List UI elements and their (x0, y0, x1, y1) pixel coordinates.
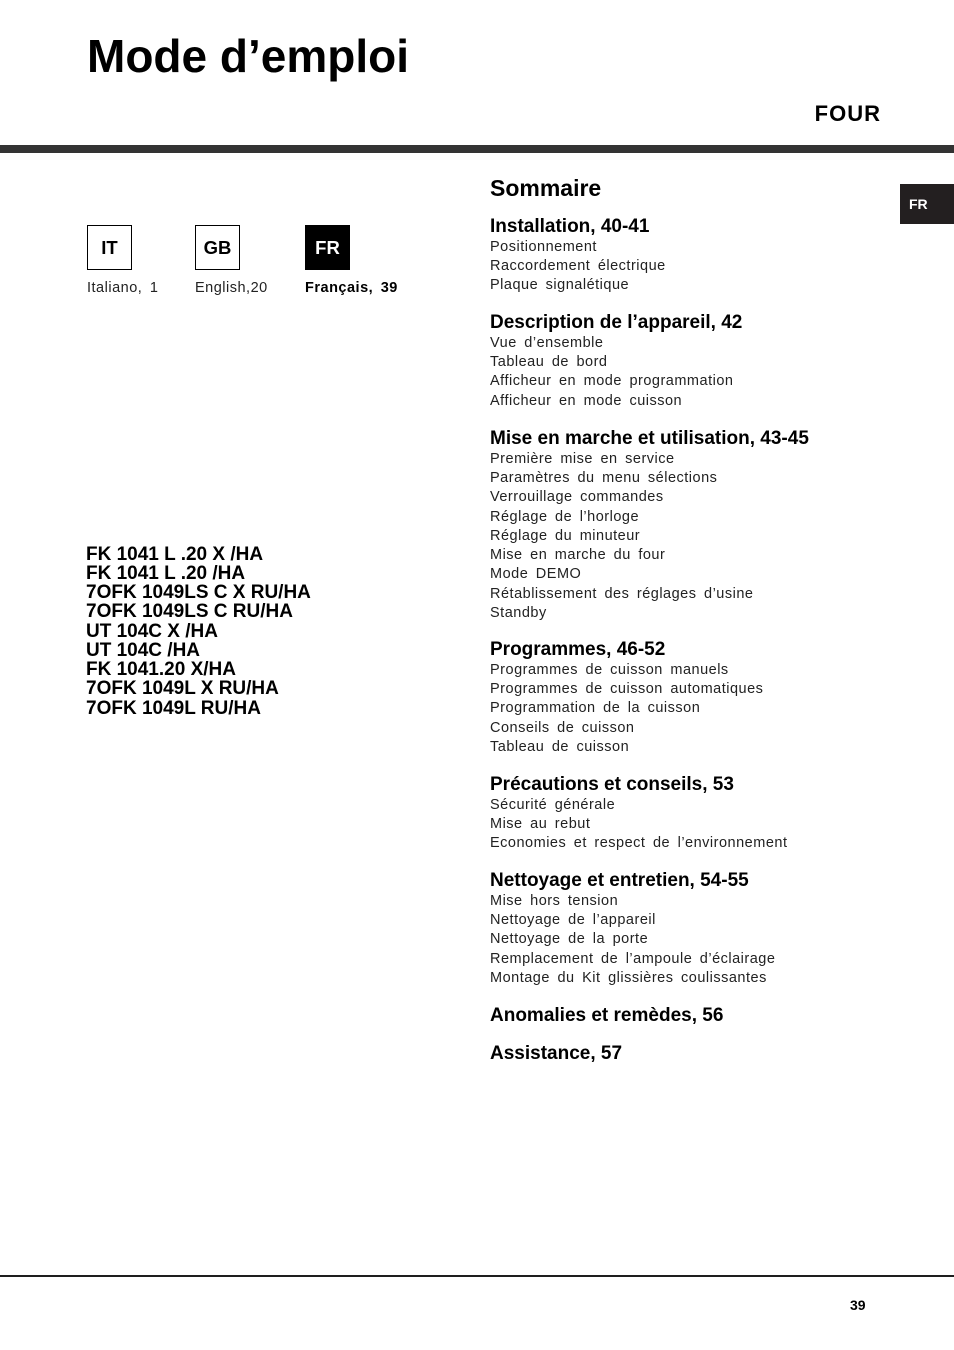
contents-section-installation (490, 217, 666, 296)
section-heading: Nettoyage et entretien, 54-55 (490, 869, 749, 891)
section-heading: Description de l’appareil, 42 (490, 311, 743, 333)
section-item: Afficheur en mode cuisson (490, 392, 683, 409)
section-heading: Assistance, 57 (490, 1042, 623, 1064)
contents-section-precautions (490, 775, 787, 854)
section-items (490, 333, 742, 411)
lang-box-it (87, 225, 132, 270)
model-item: UT 104C X /HA (86, 620, 218, 642)
model-item: 7OFK 1049L RU/HA (86, 697, 261, 719)
lang-label-it: Italiano, 1 (87, 280, 159, 296)
section-items (490, 237, 666, 295)
section-item: Mise en marche du four (490, 547, 666, 563)
section-item: Première mise en service (490, 450, 675, 467)
model-item: UT 104C /HA (86, 639, 201, 661)
section-item: Nettoyage de la porte (490, 931, 649, 948)
section-heading: Installation, 40-41 (490, 215, 650, 237)
section-item: Réglage de l’horloge (490, 508, 640, 525)
section-item: Plaque signalétique (490, 277, 630, 294)
contents-section-nettoyage (490, 871, 775, 988)
section-item: Mise hors tension (490, 892, 619, 909)
section-item: Raccordement électrique (490, 258, 666, 274)
section-item: Verrouillage commandes (490, 489, 664, 506)
section-item: Paramètres du menu sélections (490, 470, 718, 486)
section-item: Remplacement de l’ampoule d’éclairage (490, 950, 776, 967)
section-item: Rétablissement des réglages d’usine (490, 585, 754, 602)
section-item: Programmation de la cuisson (490, 700, 701, 717)
section-items (490, 891, 775, 988)
lang-label-fr: Français, 39 (305, 280, 398, 296)
contents-title: Sommaire (490, 175, 602, 201)
section-item: Vue d’ensemble (490, 334, 604, 351)
section-item: Positionnement (490, 238, 597, 255)
contents-section-anomalies (490, 1006, 723, 1027)
section-item: Tableau de cuisson (490, 738, 630, 755)
language-tab-label: FR (909, 196, 928, 212)
lang-code-it: IT (101, 236, 118, 258)
footer-line (0, 1275, 954, 1277)
model-item: 7OFK 1049LS C RU/HA (86, 601, 293, 623)
product-label: FOUR (814, 101, 881, 126)
contents-section-description (490, 313, 742, 411)
lang-label-gb: English,20 (195, 280, 268, 296)
page-title: Mode d’emploi (87, 30, 409, 82)
section-item: Nettoyage de l’appareil (490, 912, 656, 928)
section-items (490, 449, 809, 623)
section-item: Conseils de cuisson (490, 719, 635, 736)
section-heading: Anomalies et remèdes, 56 (490, 1004, 724, 1026)
section-heading: Programmes, 46-52 (490, 638, 666, 660)
model-item: 7OFK 1049LS C X RU/HA (86, 582, 311, 603)
lang-code-fr: FR (315, 236, 340, 258)
section-item: Standby (490, 604, 547, 621)
section-item: Afficheur en mode programmation (490, 373, 734, 390)
section-items (490, 795, 787, 853)
model-item: 7OFK 1049L X RU/HA (86, 678, 279, 700)
section-heading: Mise en marche et utilisation, 43-45 (490, 427, 809, 449)
model-item: FK 1041.20 X/HA (86, 659, 236, 680)
lang-box-gb (195, 225, 240, 270)
lang-box-fr (305, 225, 350, 270)
section-item: Programmes de cuisson automatiques (490, 681, 764, 697)
lang-code-gb: GB (203, 236, 232, 258)
section-item: Mise au rebut (490, 816, 591, 832)
model-item: FK 1041 L .20 /HA (86, 562, 246, 584)
contents-section-programmes (490, 640, 763, 757)
header-bar (0, 145, 954, 153)
language-tab (900, 184, 954, 224)
section-heading: Précautions et conseils, 53 (490, 773, 734, 795)
contents-section-mise-en-marche (490, 429, 809, 623)
section-item: Tableau de bord (490, 354, 608, 370)
contents-section-assistance (490, 1044, 622, 1065)
section-item: Mode DEMO (490, 566, 582, 583)
model-list (86, 545, 311, 718)
section-item: Economies et respect de l’environnement (490, 835, 788, 852)
section-item: Réglage du minuteur (490, 527, 641, 544)
section-items (490, 660, 763, 757)
page-number: 39 (850, 1297, 866, 1313)
model-item: FK 1041 L .20 X /HA (86, 543, 264, 565)
section-item: Programmes de cuisson manuels (490, 661, 729, 678)
section-item: Montage du Kit glissières coulissantes (490, 969, 767, 986)
section-item: Sécurité générale (490, 796, 616, 813)
